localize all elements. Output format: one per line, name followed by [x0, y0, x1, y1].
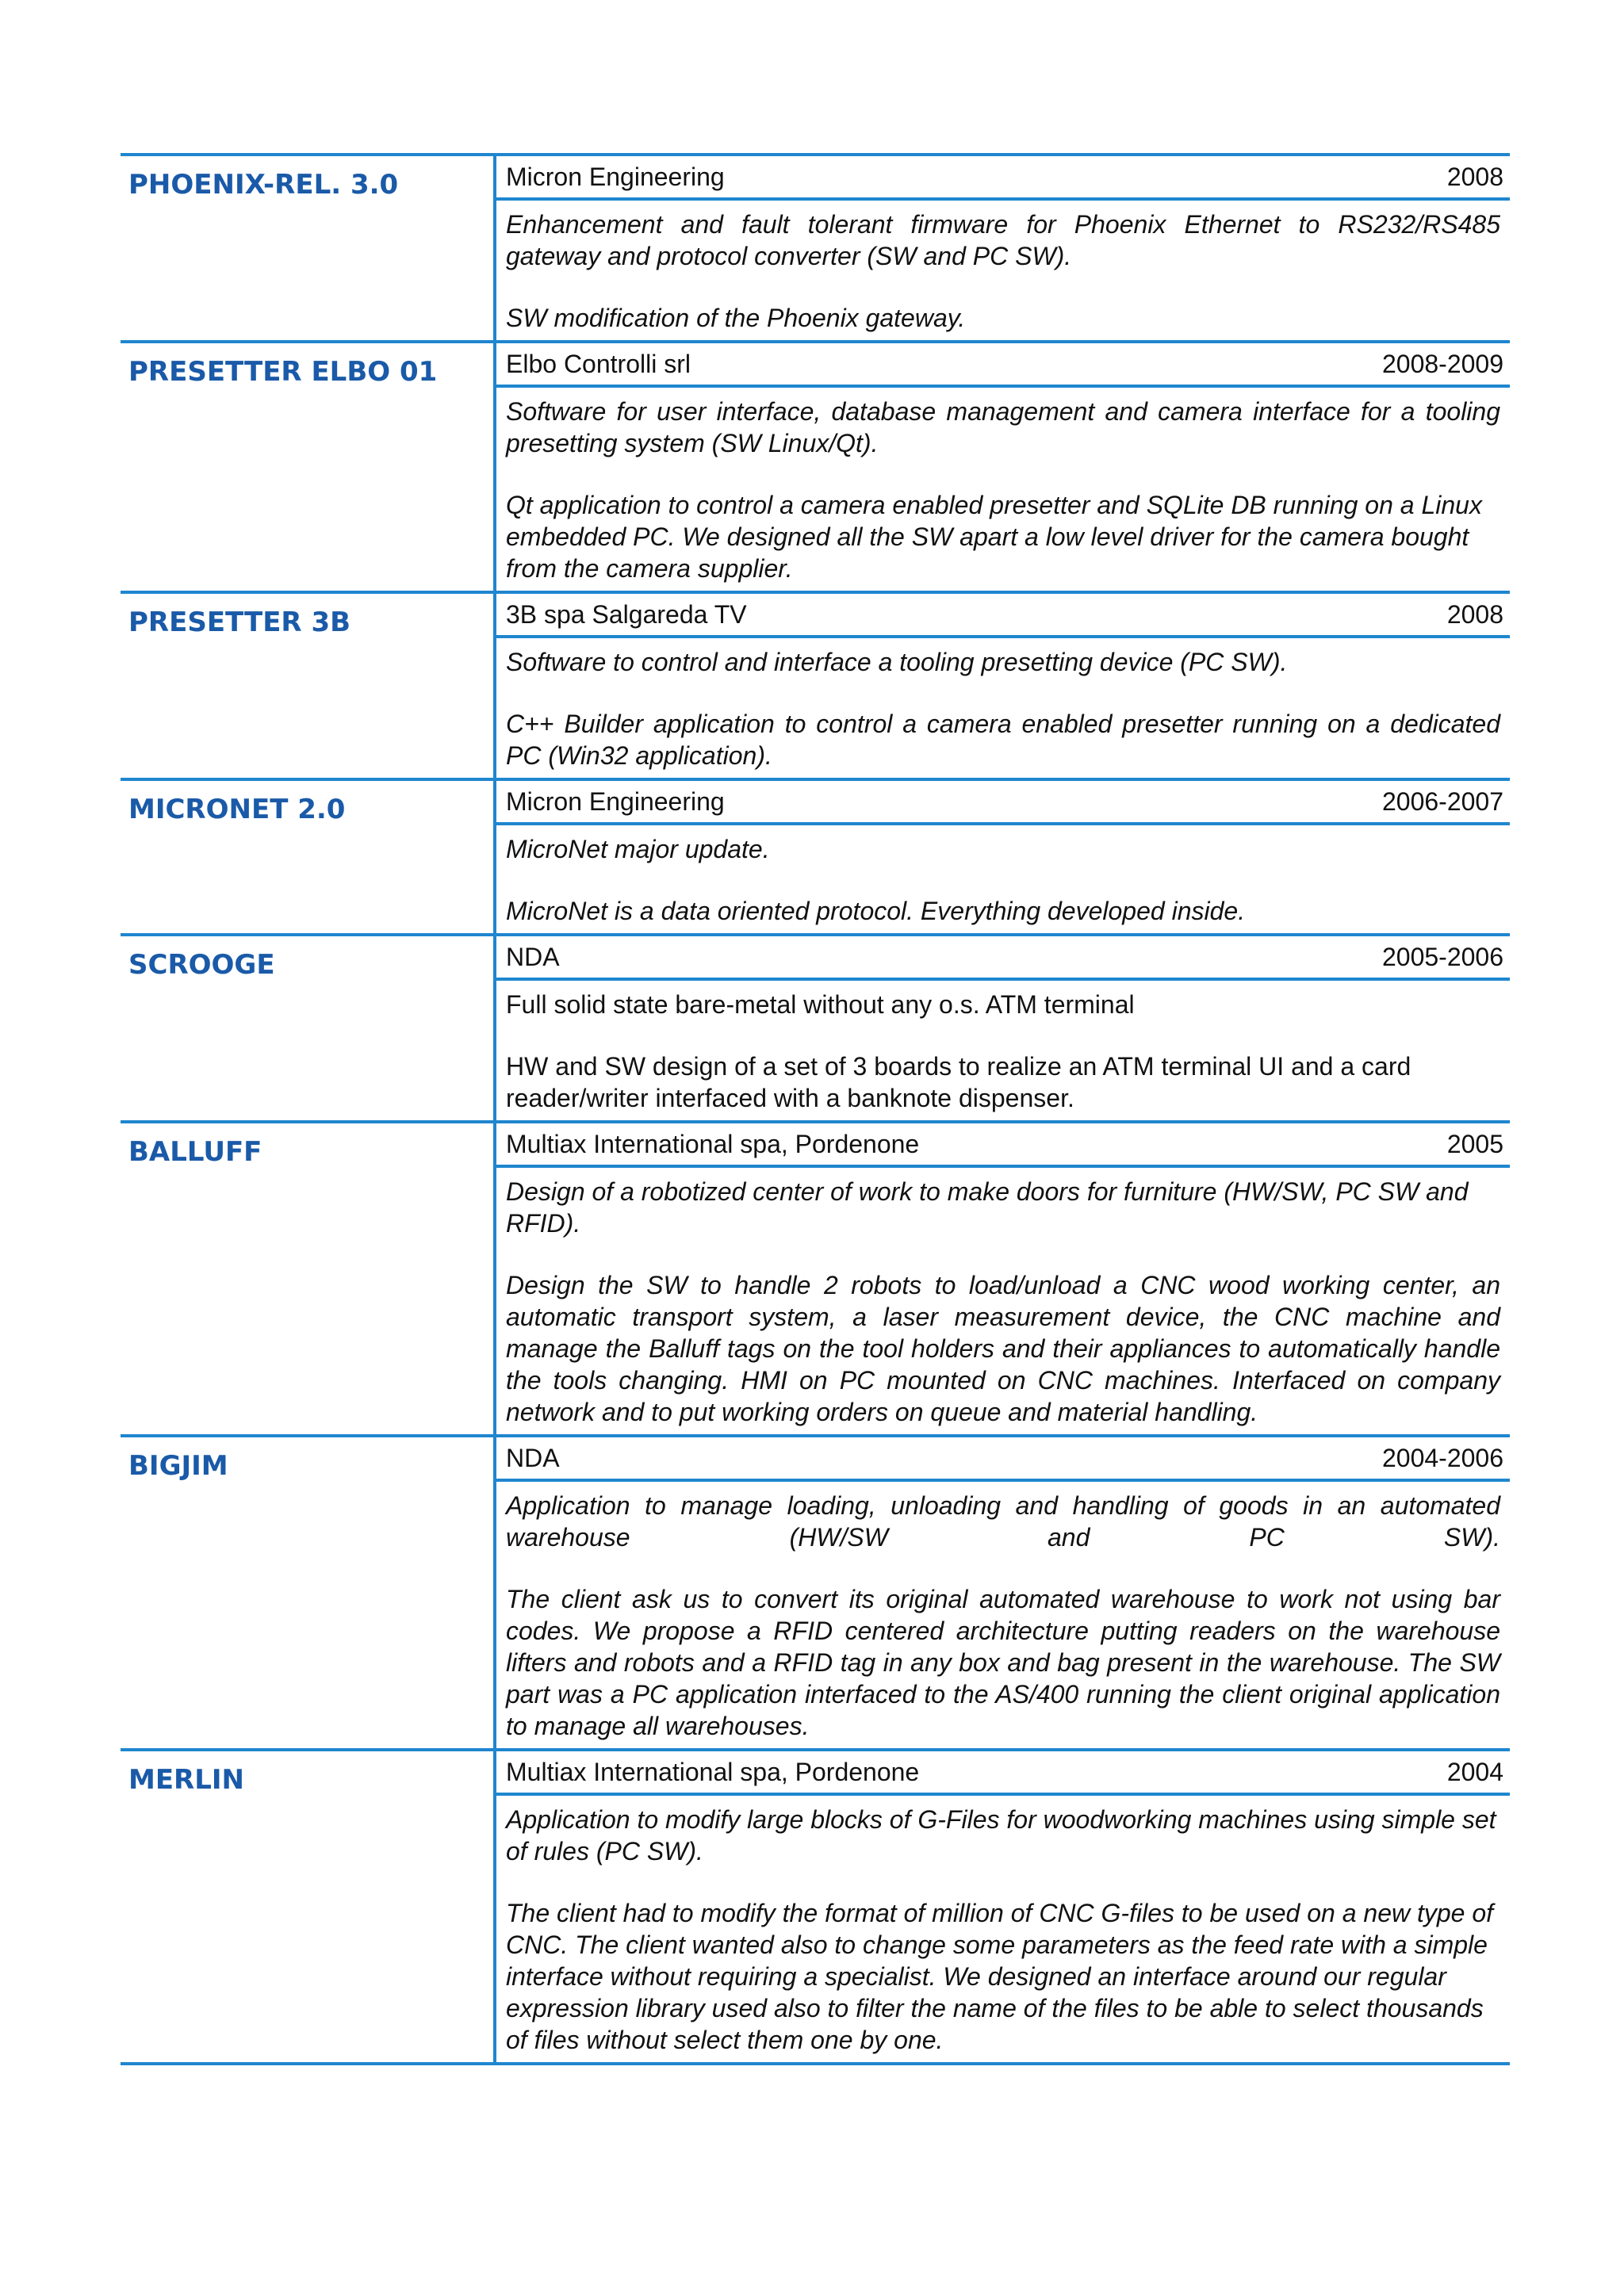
project-info-cell	[496, 343, 1510, 591]
project-client: NDA	[506, 942, 560, 971]
project-title-cell	[121, 343, 496, 591]
project-info-cell	[496, 594, 1510, 778]
project-title: PHOENIX-REL. 3.0	[128, 169, 399, 201]
project-description	[496, 388, 1510, 591]
project-title: PRESETTER ELBO 01	[128, 356, 438, 388]
project-info-cell	[496, 1437, 1510, 1748]
project-header	[496, 594, 1510, 638]
project-client: NDA	[506, 1443, 560, 1472]
project-client: Multiax International spa, Pordenone	[506, 1757, 920, 1786]
project-year: 2008	[1446, 162, 1503, 191]
project-details: SW modification of the Phoenix gateway.	[506, 304, 966, 332]
project-header	[496, 781, 1510, 825]
project-row-presetter-elbo	[121, 340, 1510, 591]
project-summary: Software for user interface, database management and camera interface for a tooling presetting system (SW Linux/Qt).	[506, 397, 1500, 457]
project-title: PRESETTER 3B	[128, 607, 351, 638]
project-description	[496, 201, 1510, 340]
project-summary: MicroNet major update.	[506, 835, 770, 863]
project-info-cell	[496, 781, 1510, 933]
project-title: MICRONET 2.0	[128, 794, 346, 825]
project-row-phoenix	[121, 153, 1510, 340]
project-summary: Enhancement and fault tolerant firmware for Phoenix Ethernet to RS232/RS485 gateway and protocol converter (SW and PC SW).	[506, 210, 1500, 270]
project-summary: Full solid state bare-metal without any o.s. ATM terminal	[506, 990, 1135, 1019]
project-info-cell	[496, 156, 1510, 340]
project-description	[496, 1796, 1510, 2062]
project-details: The client had to modify the format of million of CNC G-files to be used on a new type of CNC. The client wanted also to change some parameters as the feed rate with a simple interface without requiring a specialist. We designed an interface around our regular expression library used also to filter the name of the files to be able to select thousands of files without select them one by one.	[506, 1899, 1494, 2054]
project-client: Micron Engineering	[506, 786, 725, 816]
project-title: MERLIN	[128, 1764, 245, 1796]
project-description	[496, 1168, 1510, 1434]
project-title: BALLUFF	[128, 1136, 262, 1168]
project-row-presetter-3b	[121, 591, 1510, 778]
project-details: C++ Builder application to control a camera enabled presetter running on a dedicated PC (Win32 application).	[506, 710, 1500, 770]
project-year: 2004-2006	[1381, 1443, 1503, 1472]
project-header	[496, 1751, 1510, 1796]
project-description	[496, 638, 1510, 778]
project-title-cell	[121, 936, 496, 1120]
project-summary: Application to manage loading, unloading and handling of goods in an automated warehouse (HW/SW and PC SW).	[506, 1491, 1500, 1552]
project-header	[496, 343, 1510, 388]
project-title: BIGJIM	[128, 1450, 228, 1482]
project-title-cell	[121, 156, 496, 340]
project-title-cell	[121, 1437, 496, 1748]
project-description	[496, 981, 1510, 1120]
project-year: 2005-2006	[1381, 942, 1503, 971]
project-description	[496, 1482, 1510, 1748]
project-header	[496, 156, 1510, 201]
project-summary: Design of a robotized center of work to make doors for furniture (HW/SW, PC SW and RFID).	[506, 1177, 1469, 1238]
project-details: MicroNet is a data oriented protocol. Everything developed inside.	[506, 897, 1246, 925]
project-title-cell	[121, 594, 496, 778]
project-year: 2006-2007	[1381, 786, 1503, 816]
project-year: 2004	[1446, 1757, 1503, 1786]
project-info-cell	[496, 1123, 1510, 1434]
project-year: 2008-2009	[1381, 349, 1503, 378]
project-details: Design the SW to handle 2 robots to load/unload a CNC wood working center, an automatic transport system, a laser measurement device, the CNC machine and manage the Balluff tags on the tool holders and their appliances to automatically handle the tools changing. HMI on PC mounted on CNC machines. Interfaced on company network and to put working orders on queue and material handling.	[506, 1271, 1500, 1426]
project-description	[496, 825, 1510, 933]
project-row-balluff	[121, 1120, 1510, 1434]
project-client: Micron Engineering	[506, 162, 725, 191]
project-summary: Application to modify large blocks of G-Files for woodworking machines using simple set of rules (PC SW).	[506, 1805, 1496, 1866]
project-title-cell	[121, 1123, 496, 1434]
project-header	[496, 1123, 1510, 1168]
project-header	[496, 1437, 1510, 1482]
project-row-micronet	[121, 778, 1510, 933]
project-year: 2008	[1446, 599, 1503, 629]
project-details: HW and SW design of a set of 3 boards to realize an ATM terminal UI and a card reader/writer interfaced with a banknote dispenser.	[506, 1052, 1411, 1112]
project-row-merlin	[121, 1748, 1510, 2065]
projects-table	[121, 153, 1510, 2065]
project-row-scrooge	[121, 933, 1510, 1120]
project-row-bigjim	[121, 1434, 1510, 1748]
project-client: Elbo Controlli srl	[506, 349, 691, 378]
project-info-cell	[496, 1751, 1510, 2062]
project-title-cell	[121, 781, 496, 933]
project-details: Qt application to control a camera enabled presetter and SQLite DB running on a Linux embedded PC. We designed all the SW apart a low level driver for the camera bought from the camera supplier.	[506, 491, 1482, 583]
project-summary: Software to control and interface a tooling presetting device (PC SW).	[506, 648, 1288, 676]
project-year: 2005	[1446, 1129, 1503, 1158]
project-title: SCROOGE	[128, 949, 275, 981]
project-header	[496, 936, 1510, 981]
project-info-cell	[496, 936, 1510, 1120]
project-title-cell	[121, 1751, 496, 2062]
project-client: 3B spa Salgareda TV	[506, 599, 747, 629]
project-client: Multiax International spa, Pordenone	[506, 1129, 920, 1158]
project-details: The client ask us to convert its original automated warehouse to work not using bar codes. We propose a RFID centered architecture putting readers on the warehouse lifters and robots and a RFID tag in any box and bag present in the warehouse. The SW part was a PC application interfaced to the AS/400 running the client original application to manage all warehouses.	[506, 1585, 1500, 1740]
